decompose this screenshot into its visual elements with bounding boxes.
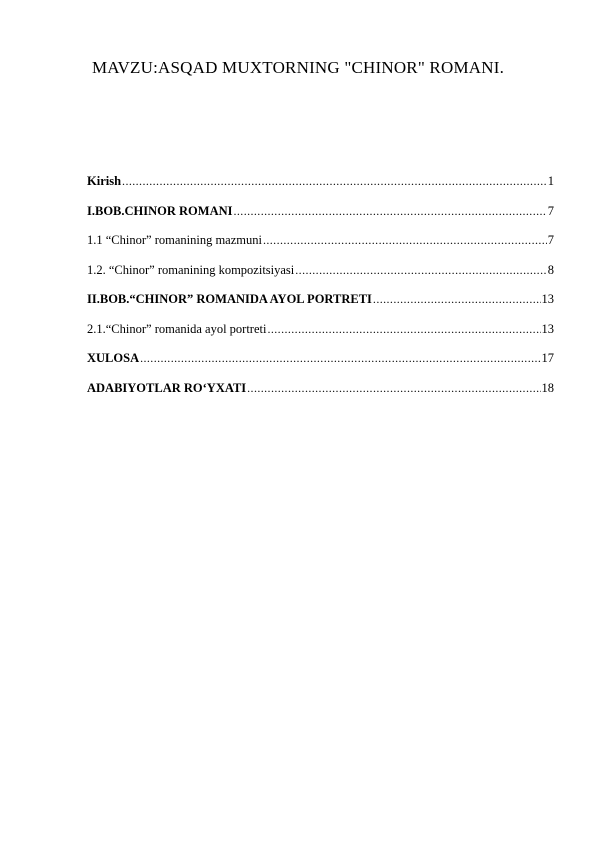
- toc-entry-label: 1.2. “Chinor” romanining kompozitsiyasi: [87, 262, 295, 277]
- document-title: MAVZU:ASQAD MUXTORNING "CHINOR" ROMANI.: [91, 58, 505, 77]
- toc-entry-label: I.BOB.CHINOR ROMANI: [87, 203, 233, 218]
- dot-leader: [247, 379, 540, 397]
- dot-leader: [263, 231, 547, 249]
- toc-entry: [87, 202, 554, 220]
- toc-entry-label: XULOSA: [87, 351, 140, 365]
- toc-entry-label: II.BOB.“CHINOR” ROMANIDA AYOL PORTRETI: [87, 292, 372, 306]
- toc-entry-page: 7: [547, 203, 554, 218]
- dot-leader: [234, 202, 547, 220]
- dot-leader: [373, 290, 541, 308]
- toc-entry-label: 2.1.“Chinor” romanida ayol portreti: [87, 321, 267, 336]
- dot-leader: [122, 172, 547, 190]
- toc-entry-page: 13: [541, 321, 554, 336]
- toc-entry-page: 8: [547, 262, 554, 277]
- toc-entry: [87, 290, 554, 308]
- toc-entry-page: 17: [541, 351, 554, 365]
- toc-entry: [87, 379, 554, 397]
- dot-leader: [295, 261, 546, 279]
- toc-entry: [87, 320, 554, 338]
- toc-entry-page: 18: [541, 380, 554, 395]
- toc-entry-page: 7: [547, 233, 554, 247]
- toc-entry: [87, 349, 554, 367]
- toc-entry-page: 13: [541, 292, 554, 306]
- toc-entry: [87, 261, 554, 279]
- dot-leader: [267, 320, 540, 338]
- toc-entry-page: 1: [547, 174, 554, 188]
- table-of-contents: [87, 172, 554, 408]
- dot-leader: [140, 349, 540, 367]
- toc-entry: [87, 172, 554, 190]
- toc-entry-label: 1.1 “Chinor” romanining mazmuni: [87, 233, 262, 247]
- toc-entry-label: Kirish: [87, 174, 122, 188]
- toc-entry: [87, 231, 554, 249]
- toc-entry-label: ADABIYOTLAR RO‘YXATI: [87, 380, 247, 395]
